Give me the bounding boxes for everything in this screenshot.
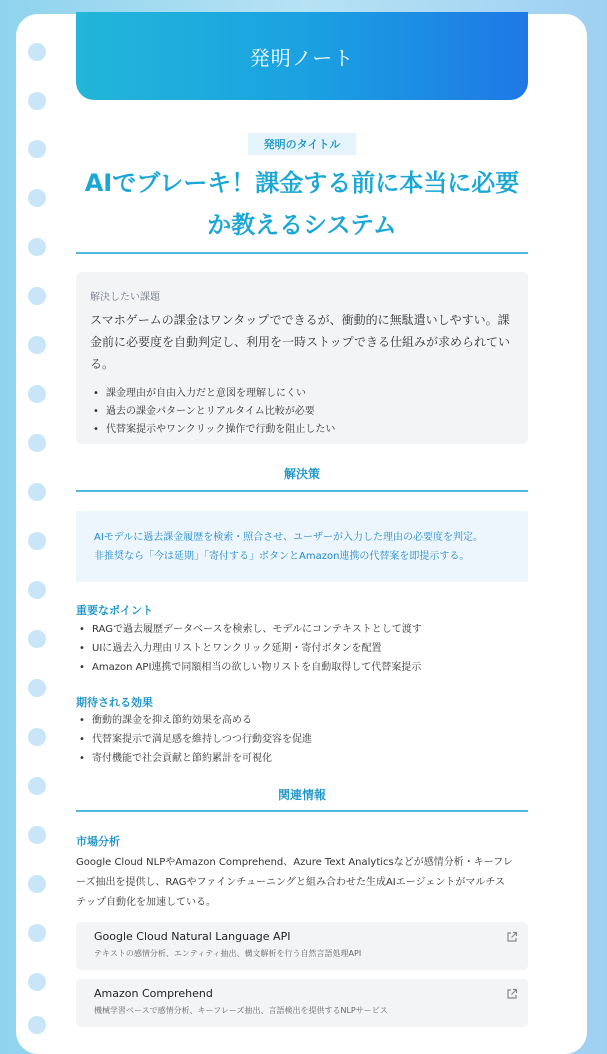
header-title: 発明ノート bbox=[249, 45, 355, 70]
binder-hole bbox=[28, 1016, 46, 1034]
binder-hole bbox=[28, 777, 46, 795]
list-item: • RAGで過去履歴データベースを検索し、モデルにコンテキストとして渡す bbox=[76, 620, 528, 639]
list-item: • Amazon API連携で同額相当の欲しい物リストを自動取得して代替案提示 bbox=[76, 658, 528, 677]
binder-hole bbox=[28, 924, 46, 942]
list-item: • 課金理由が自由入力だと意図を理解しにくい bbox=[90, 385, 514, 403]
title-badge: 発明のタイトル bbox=[248, 133, 356, 155]
solution-heading: 解決策 bbox=[283, 467, 320, 481]
key-points-heading: 重要なポイント bbox=[76, 604, 153, 617]
link-name: Google Cloud Natural Language API bbox=[94, 930, 291, 943]
title-divider bbox=[76, 252, 528, 254]
invention-title bbox=[76, 162, 528, 246]
market-text-line1: Google Cloud NLPやAmazon Comprehend、Azure Text Analyticsなどが感情分析・キーフレ bbox=[76, 857, 513, 868]
link-name: Amazon Comprehend bbox=[94, 987, 213, 1000]
effects-list bbox=[76, 711, 528, 768]
binder-hole bbox=[28, 826, 46, 844]
binder-hole bbox=[28, 140, 46, 158]
binder-hole bbox=[28, 238, 46, 256]
market-text bbox=[76, 853, 528, 913]
market-text-line3: テップ自動化を加速している。 bbox=[76, 897, 216, 908]
page-header bbox=[76, 12, 528, 100]
binder-hole bbox=[28, 336, 46, 354]
binder-hole bbox=[28, 581, 46, 599]
invention-title-line1: AIでブレーキ！課金する前に本当に必要 bbox=[84, 169, 520, 197]
related-link-card[interactable] bbox=[76, 979, 528, 1027]
list-item: • UIに過去入力理由リストとワンクリック延期・寄付ボタンを配置 bbox=[76, 639, 528, 658]
external-link-icon[interactable] bbox=[506, 931, 518, 943]
problem-label: 解決したい課題 bbox=[90, 292, 160, 303]
binder-hole bbox=[28, 92, 46, 110]
list-item: • 過去の課金パターンとリアルタイム比較が必要 bbox=[90, 403, 514, 421]
list-item: • 衝動的課金を抑え節約効果を高める bbox=[76, 711, 528, 730]
link-description: テキストの感情分析、エンティティ抽出、構文解析を行う自然言語処理API bbox=[94, 949, 362, 958]
related-divider bbox=[76, 810, 528, 812]
binder-hole bbox=[28, 385, 46, 403]
list-item: • 寄付機能で社会貢献と節約累計を可視化 bbox=[76, 749, 528, 768]
link-description: 機械学習ベースで感情分析、キーフレーズ抽出、言語検出を提供するNLPサービス bbox=[94, 1006, 388, 1015]
solution-text-line1: AIモデルに過去課金履歴を検索・照合させ、ユーザーが入力した理由の必要度を判定。 bbox=[94, 532, 483, 543]
solution-box bbox=[76, 511, 528, 582]
market-heading: 市場分析 bbox=[76, 835, 120, 848]
binder-hole bbox=[28, 728, 46, 746]
solution-divider bbox=[76, 490, 528, 492]
problem-bullet-list bbox=[90, 385, 514, 439]
market-text-line2: ーズ抽出を提供し、RAGやファインチューニングと組み合わせた生成AIエージェントがマルチス bbox=[76, 877, 505, 888]
binder-hole bbox=[28, 43, 46, 61]
binder-hole bbox=[28, 679, 46, 697]
list-item: • 代替案提示やワンクリック操作で行動を阻止したい bbox=[90, 421, 514, 439]
binder-hole bbox=[28, 483, 46, 501]
list-item: • 代替案提示で満足感を維持しつつ行動変容を促進 bbox=[76, 730, 528, 749]
binder-hole bbox=[28, 434, 46, 452]
binder-hole bbox=[28, 973, 46, 991]
related-link-card[interactable] bbox=[76, 922, 528, 970]
external-link-icon[interactable] bbox=[506, 988, 518, 1000]
binder-hole bbox=[28, 875, 46, 893]
binder-hole bbox=[28, 532, 46, 550]
solution-text-line2: 非推奨なら「今は延期」「寄付する」ボタンとAmazon連携の代替案を即提示する。 bbox=[94, 551, 470, 562]
invention-title-line2: か教えるシステム bbox=[207, 211, 397, 239]
effects-heading: 期待される効果 bbox=[76, 696, 153, 709]
binder-hole bbox=[28, 630, 46, 648]
related-heading: 関連情報 bbox=[277, 788, 326, 802]
binder-hole bbox=[28, 287, 46, 305]
binder-hole bbox=[28, 189, 46, 207]
notebook-holes bbox=[28, 0, 48, 1024]
key-points-list bbox=[76, 620, 528, 677]
problem-card bbox=[76, 272, 528, 444]
problem-text: スマホゲームの課金はワンタップでできるが、衝動的に無駄遣いしやすい。課金前に必要度を自動判定し、利用を一時ストップできる仕組みが求められている。 bbox=[90, 313, 511, 371]
